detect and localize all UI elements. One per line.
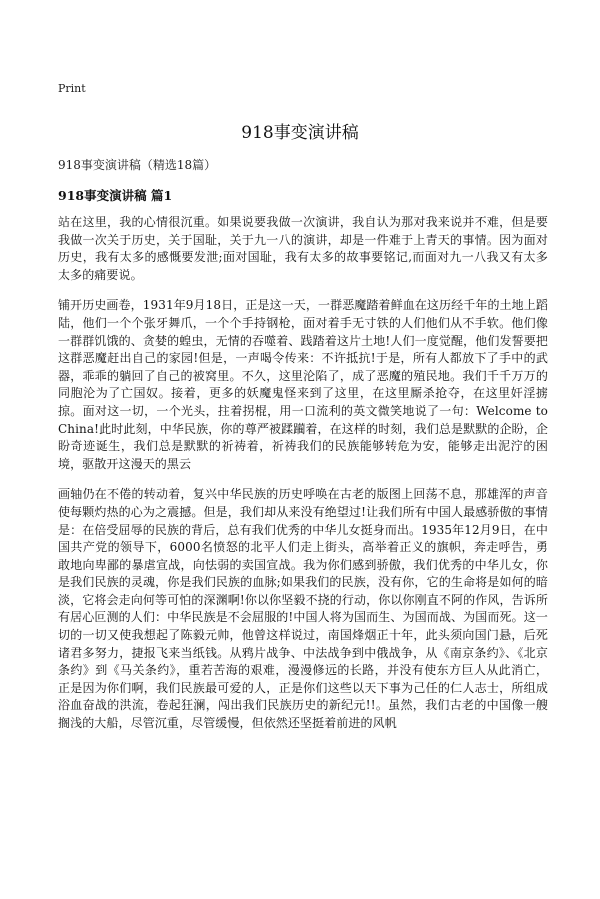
print-label[interactable]: Print	[58, 82, 86, 95]
document-subtitle: 918事变演讲稿（精选18篇）	[58, 158, 217, 172]
paragraph-1: 站在这里，我的心情很沉重。如果说要我做一次演讲，我自认为那对我来说并不难，但是要我做一次关于历史，关于国耻，关于九一八的演讲，却是一件难于上青天的事情。因为面对历史，我有太多的感慨要发泄;面对国耻，我有太多的故事要铭记,而面对九一八我又有太多太多的痛要说。	[58, 215, 548, 282]
article-body	[58, 214, 548, 746]
section-heading: 918事变演讲稿 篇1	[58, 188, 173, 203]
document-title: 918事变演讲稿	[241, 123, 359, 143]
paragraph-3: 画轴仍在不倦的转动着，复兴中华民族的历史呼唤在古老的版图上回荡不息，那雄浑的声音使每颗灼热的心为之震撼。但是，我们却从来没有绝望过!让我们所有中国人最感骄傲的事情是：在倍受屈辱的民族的背后，总有我们优秀的中华儿女挺身而出。1935年12月9日，在中国共产党的领导下，6000名愤怒的北平人们走上街头，高举着正义的旗帜，奔走呼告，勇敢地向卑鄙的暴虐宣战，向怯弱的卖国宣战。我为你们感到骄傲，我们优秀的中华儿女，你是我们民族的灵魂，你是我们民族的血脉;如果我们的民族，没有你，它的生命将是如何的暗淡，它将会走向何等可怕的深渊啊!你以你坚毅不挠的行动，你以你刚直不阿的作风，告诉所有居心叵测的人们：中华民族是不会屈服的!中国人将为国而生、为国而战、为国而死。这一切的一切又使我想起了陈毅元帅，他曾这样说过，南国烽烟正十年，此头须向国门悬，后死诸君多努力，捷报飞来当纸钱。从鸦片战争、中法战争到中俄战争，从《南京条约》、《北京条约》到《马关条约》，重若苦海的艰难，漫漫修远的长路，并没有使东方巨人从此消亡，正是因为你们啊，我们民族最可爱的人，正是你们这些以天下事为己任的仁人志士，所组成浴血奋战的洪流，卷起狂澜，闯出我们民族历史的新纪元!!。虽然，我们古老的中国像一艘搁浅的大船，尽管沉重，尽管缓慢，但依然还坚挺着前进的风帆	[58, 487, 548, 731]
paragraph-2: 铺开历史画卷，1931年9月18日，正是这一天，一群恶魔踏着鲜血在这历经千年的土地上蹈陆，他们一个个张牙舞爪，一个个手持钢枪，面对着手无寸铁的人们他们从不手软。他们像一群群饥饿的、贪婪的蝗虫，无情的吞噬着、践踏着这片土地!人们一度觉醒，他们发誓要把这群恶魔赶出自己的家园!但是，一声喝令传来：不许抵抗!于是，所有人都放下了手中的武器，乖乖的躺回了自己的被窝里。不久，这里沦陷了，成了恶魔的殖民地。我们千千万万的同胞沦为了亡国奴。接着，更多的妖魔鬼怪来到了这里，在这里厮杀抢夺，在这里奸淫掳掠。面对这一切，一个光头，拄着拐棍，用一口流利的英文微笑地说了一句：Welcome to China!此时此刻，中华民族，你的尊严被蹂躏着，在这样的时刻，我们总是默默的企盼，企盼奇迹诞生，我们总是默默的祈祷着，祈祷我们的民族能够转危为安，能够走出泥泞的困境，驱散开这漫天的黑云	[58, 298, 548, 471]
